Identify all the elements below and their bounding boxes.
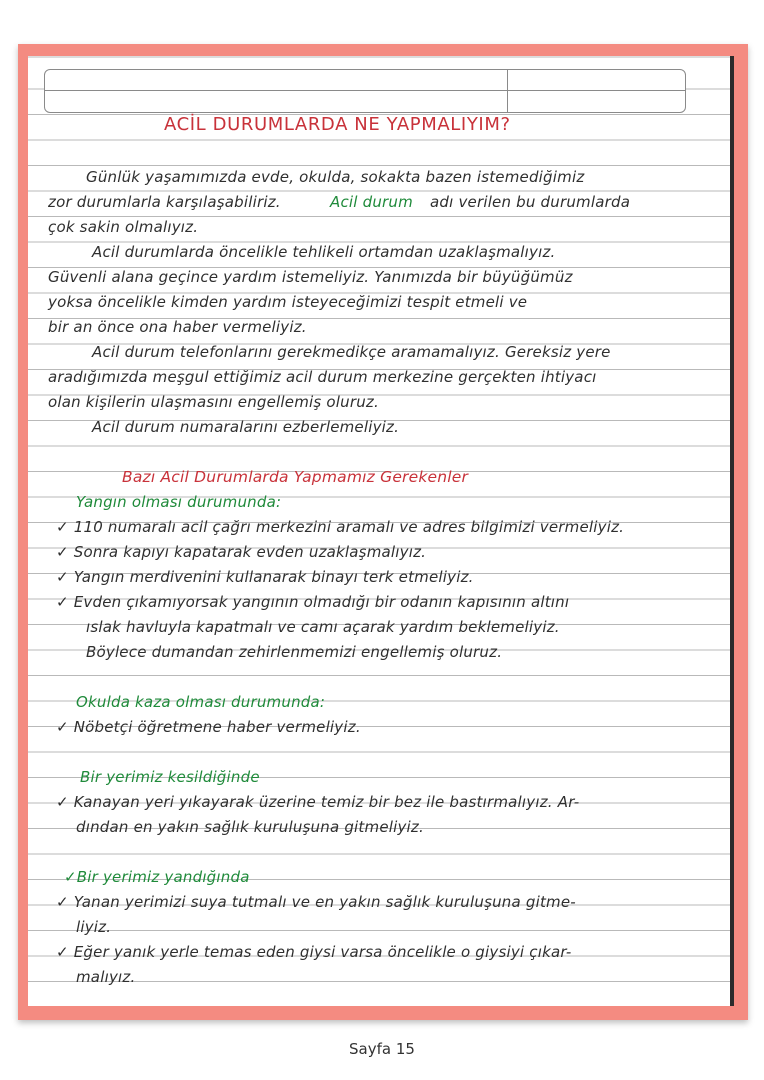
section-line: dından en yakın sağlık kuruluşuna gitmeliyiz. (76, 818, 424, 836)
intro-line: Günlük yaşamımızda evde, okulda, sokakta bazen istemediğimiz (86, 168, 585, 186)
intro-line: Acil durum telefonlarını gerekmedikçe aramamalıyız. Gereksiz yere (92, 343, 611, 361)
intro-line: olan kişilerin ulaşmasını engellemiş oluruz. (48, 393, 379, 411)
section-heading: Okulda kaza olması durumunda: (76, 693, 326, 711)
header-table-column-divider (507, 70, 508, 112)
section-line: ✓ Eğer yanık yerle temas eden giysi varsa öncelikle o giysiyi çıkar- (56, 943, 572, 961)
intro-line: zor durumlarla karşılaşabiliriz. (48, 193, 281, 211)
section-line: ✓ Sonra kapıyı kapatarak evden uzaklaşmalıyız. (56, 543, 427, 561)
intro-line: adı verilen bu durumlarda (430, 193, 631, 211)
intro-line: Acil durum numaralarını ezberlemeliyiz. (92, 418, 400, 436)
section-line: ✓ Evden çıkamıyorsak yangının olmadığı bir odanın kapısının altını (56, 593, 570, 611)
section-line: ✓ Yanan yerimizi suya tutmalı ve en yakın sağlık kuruluşuna gitme- (56, 893, 576, 911)
page-title: ACİL DURUMLARDA NE YAPMALIYIM? (164, 114, 511, 135)
section-line: Böylece dumandan zehirlenmemizi engellemiş oluruz. (86, 643, 503, 661)
section-line: ✓ Kanayan yeri yıkayarak üzerine temiz bir bez ile bastırmalıyız. Ar- (56, 793, 580, 811)
section-heading: ✓Bir yerimiz yandığında (64, 868, 250, 886)
intro-highlight: Acil durum (330, 193, 413, 211)
intro-line: yoksa öncelikle kimden yardım isteyeceğimizi tespit etmeli ve (48, 293, 528, 311)
intro-line: bir an önce ona haber vermeliyiz. (48, 318, 307, 336)
section-line: liyiz. (76, 918, 112, 936)
section-heading: Bir yerimiz kesildiğinde (80, 768, 260, 786)
section-line: ✓ Yangın merdivenini kullanarak binayı terk etmeliyiz. (56, 568, 474, 586)
section-line: ✓ Nöbetçi öğretmene haber vermeliyiz. (56, 718, 361, 736)
header-table-divider (45, 90, 685, 91)
intro-line: Acil durumlarda öncelikle tehlikeli ortamdan uzaklaşmalıyız. (92, 243, 556, 261)
page-frame (18, 44, 748, 1020)
intro-line: çok sakin olmalıyız. (48, 218, 199, 236)
section-line: ✓ 110 numaralı acil çağrı merkezini aramalı ve adres bilgimizi vermeliyiz. (56, 518, 625, 536)
subtitle: Bazı Acil Durumlarda Yapmamız Gerekenler (122, 468, 469, 486)
section-line: malıyız. (76, 968, 136, 986)
header-table (44, 69, 686, 113)
section-heading: Yangın olması durumunda: (76, 493, 282, 511)
lined-paper (28, 56, 734, 1006)
section-line: ıslak havluyla kapatmalı ve camı açarak yardım beklemeliyiz. (86, 618, 560, 636)
intro-line: aradığımızda meşgul ettiğimiz acil durum merkezine gerçekten ihtiyacı (48, 368, 597, 386)
intro-line: Güvenli alana geçince yardım istemeliyiz. Yanımızda bir büyüğümüz (48, 268, 573, 286)
page-number: Sayfa 15 (349, 1040, 415, 1058)
